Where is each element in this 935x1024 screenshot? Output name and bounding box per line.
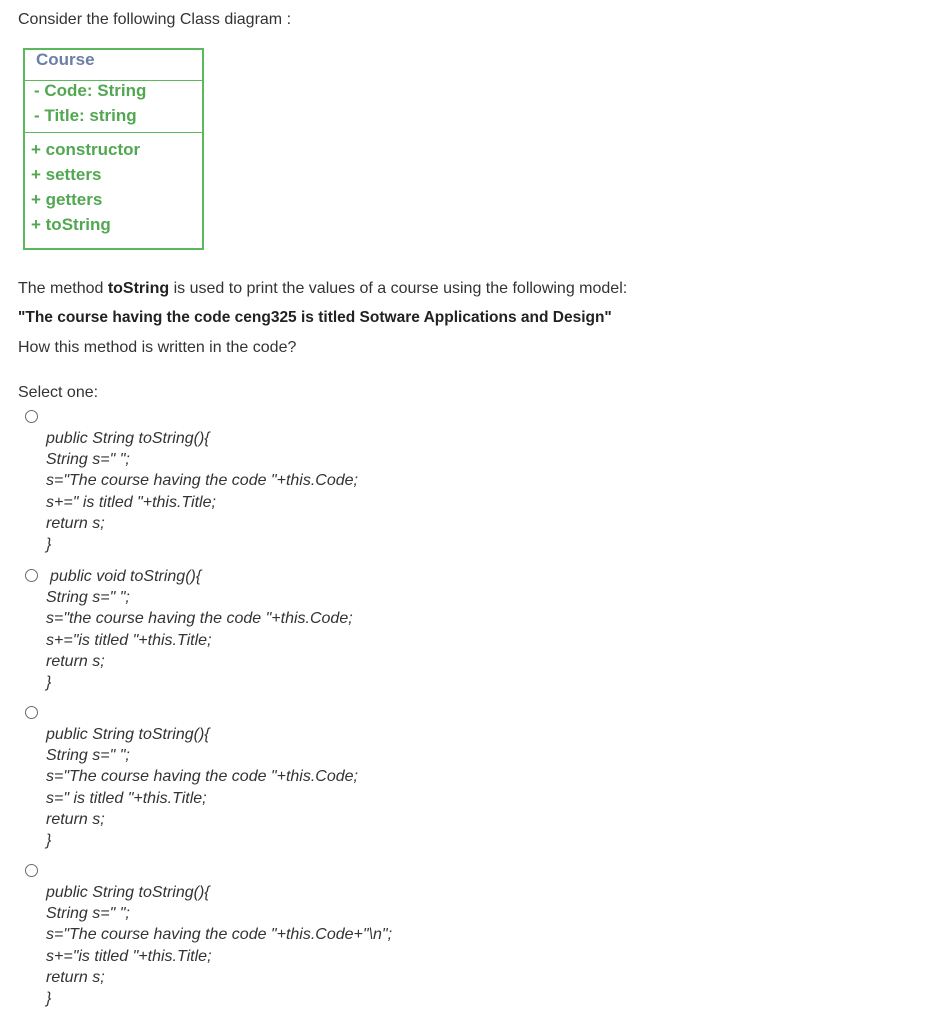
code-line: s="The course having the code "+this.Code; xyxy=(46,472,358,490)
option-2-radio[interactable] xyxy=(25,569,38,582)
code-line: } xyxy=(46,673,52,691)
question-ask: How this method is written in the code? xyxy=(18,339,297,356)
code-line: return s; xyxy=(46,810,105,828)
code-line: s=" is titled "+this.Title; xyxy=(46,789,207,807)
class-operation: + getters xyxy=(31,190,103,209)
option-3-code[interactable] xyxy=(46,724,358,851)
code-line: return s; xyxy=(46,652,105,670)
question-line xyxy=(18,279,627,299)
code-line: } xyxy=(46,831,52,849)
option-2-code[interactable] xyxy=(46,566,353,693)
class-name-section xyxy=(25,50,202,81)
option-1-radio[interactable] xyxy=(25,410,38,423)
option-1-code[interactable] xyxy=(46,428,358,555)
class-attributes-section xyxy=(25,80,202,133)
code-line: } xyxy=(46,535,52,553)
class-operation: + toString xyxy=(31,215,111,234)
class-operation: + constructor xyxy=(31,140,141,159)
select-label: Select one: xyxy=(18,384,99,401)
class-name: Course xyxy=(36,50,95,69)
code-line: s="The course having the code "+this.Code; xyxy=(46,768,358,786)
code-line: String s=" "; xyxy=(46,589,130,607)
class-attribute: - Code: String xyxy=(34,81,147,100)
code-line: String s=" "; xyxy=(46,747,130,765)
code-line: public String toString(){ xyxy=(46,884,210,901)
class-attribute: - Title: string xyxy=(34,106,137,125)
question-prefix: The method xyxy=(18,280,108,297)
question-suffix: is used to print the values of a course using the following model: xyxy=(169,280,628,297)
option-4-radio[interactable] xyxy=(25,864,38,877)
class-operation: + setters xyxy=(31,165,102,184)
code-line: s+="is titled "+this.Title; xyxy=(46,947,212,965)
question-model: "The course having the code ceng325 is titled Sotware Applications and Design" xyxy=(18,309,612,326)
code-line: public String toString(){ xyxy=(46,430,210,447)
code-line: s+="is titled "+this.Title; xyxy=(46,631,212,649)
code-line: } xyxy=(46,989,52,1007)
option-4-code[interactable] xyxy=(46,882,392,1009)
code-line: public String toString(){ xyxy=(46,726,210,743)
code-line: s+=" is titled "+this.Title; xyxy=(46,493,216,511)
intro-text: Consider the following Class diagram : xyxy=(18,11,292,28)
code-line: String s=" "; xyxy=(46,905,130,923)
code-line: public void toString(){ xyxy=(50,568,202,585)
question-method-name: toString xyxy=(107,280,170,297)
code-line: return s; xyxy=(46,968,105,986)
class-operations-section xyxy=(25,132,202,250)
class-diagram xyxy=(23,48,204,250)
code-line: s="The course having the code "+this.Code+"\n"; xyxy=(46,926,393,944)
code-line: return s; xyxy=(46,514,105,532)
option-3-radio[interactable] xyxy=(25,706,38,719)
code-line: s="the course having the code "+this.Code; xyxy=(46,610,353,628)
code-line: String s=" "; xyxy=(46,451,130,469)
